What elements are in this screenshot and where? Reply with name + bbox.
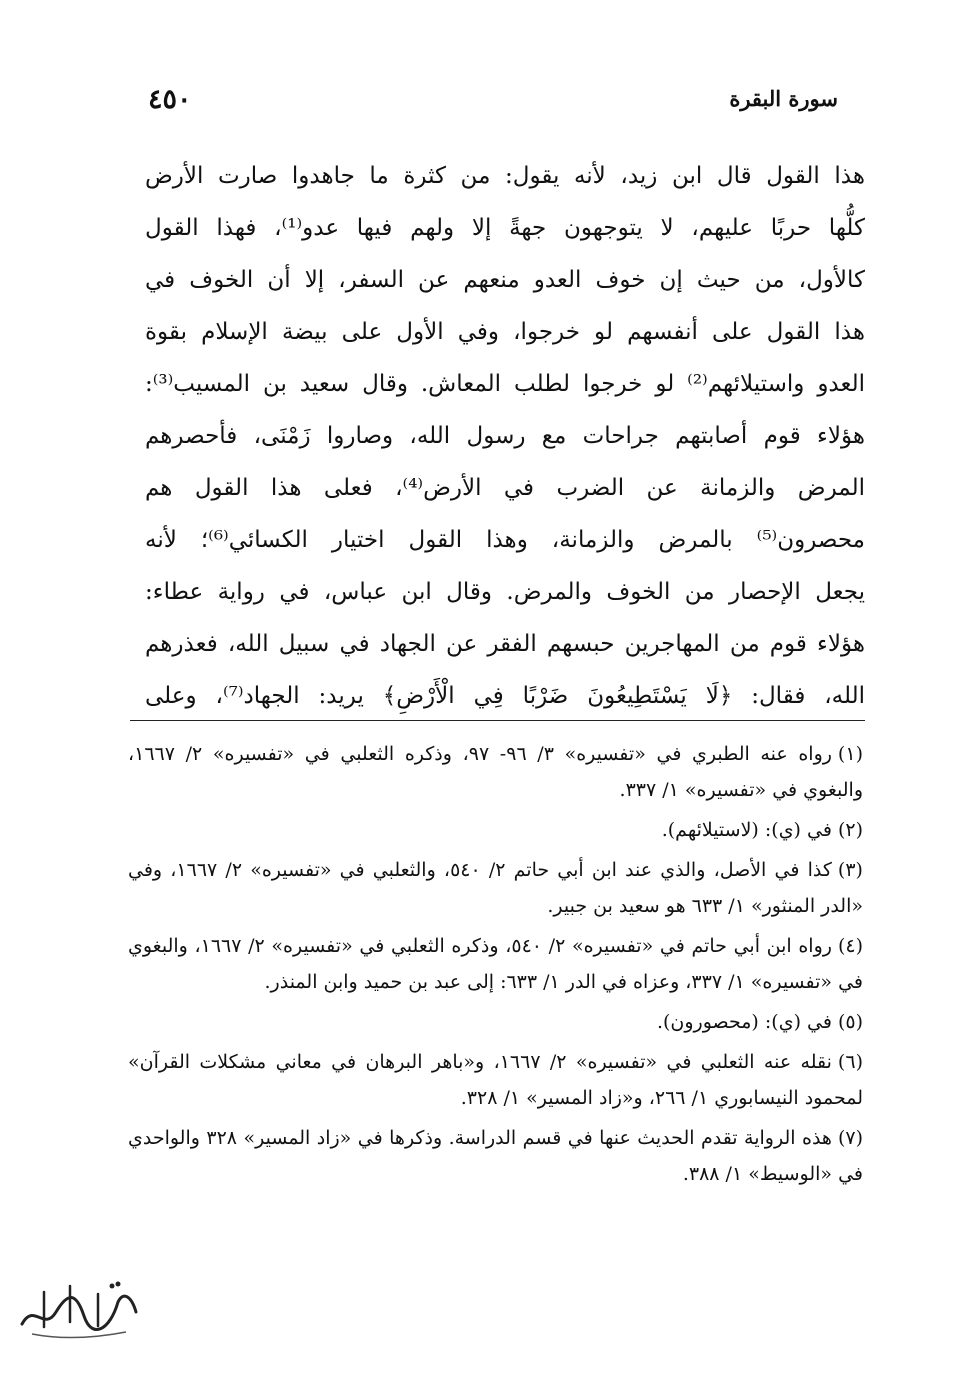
footnote-text: رواه عنه الطبري في «تفسيره» ٣/ ٩٦- ٩٧، وذكره الثعلبي في «تفسيره» ٢/ ١٦٦٧، والبغوي في «تفسيره» ١/ ٣٣٧. (128, 743, 863, 801)
footnote-number: (٣) (837, 859, 863, 881)
footnote-5 (128, 1004, 863, 1040)
footnote-3 (128, 852, 863, 924)
text-line: كالأول، من حيث إن خوف العدو منعهم عن السفر، إلا أن الخوف في (145, 267, 865, 293)
footnote-number: (٥) (837, 1011, 863, 1033)
footnote-text: رواه ابن أبي حاتم في «تفسيره» ٢/ ٥٤٠، وذكره الثعلبي في «تفسيره» ٢/ ١٦٦٧، والبغوي في «تفسيره» ١/ ٣٣٧، وعزاه في الدر ١/ ٦٣٣: إلى عبد بن حميد وابن المنذر. (128, 935, 863, 993)
text-line: كلُّها حربًا عليهم، لا يتوجهون جهةً إلا ولهم فيها عدو⁽¹⁾، فهذا القول (145, 215, 865, 241)
text-line: المرض والزمانة عن الضرب في الأرض⁽⁴⁾، فعلى هذا القول هم (145, 475, 865, 501)
footnote-2 (128, 812, 863, 848)
footnote-number: (٧) (837, 1127, 864, 1149)
footnote-text: كذا في الأصل، والذي عند ابن أبي حاتم ٢/ ٥٤٠، والثعلبي في «تفسيره» ٢/ ١٦٦٧، وفي «الدر المنثور» ١/ ٦٣٣ هو سعيد بن جبير. (128, 859, 863, 917)
footnote-6 (128, 1044, 863, 1116)
text-line: هؤلاء قوم من المهاجرين حبسهم الفقر عن الجهاد في سبيل الله، فعذرهم (145, 631, 865, 657)
text-line: هذا القول قال ابن زيد، لأنه يقول: من كثرة ما جاهدوا صارت الأرض (145, 163, 865, 189)
footnote-number: (٤) (837, 935, 863, 957)
footnote-text: في (ي): (محصورون). (656, 1011, 832, 1033)
footnote-text: نقله عنه الثعلبي في «تفسيره» ٢/ ١٦٦٧، و«باهر البرهان في معاني مشكلات القرآن» لمحمود النيسابوري ١/ ٢٦٦، و«زاد المسير» ١/ ٣٢٨. (128, 1051, 863, 1109)
page-header (148, 78, 838, 128)
text-line: الله، فقال: ﴿لَا يَسْتَطِيعُونَ ضَرْبًا فِي الْأَرْضِ﴾ يريد: الجهاد⁽⁷⁾، وعلى (145, 683, 866, 709)
text-line: العدو واستيلائهم⁽²⁾ لو خرجوا لطلب المعاش. وقال سعيد بن المسيب⁽³⁾: (145, 371, 865, 397)
text-line: هذا القول على أنفسهم لو خرجوا، وفي الأول على بيضة الإسلام بقوة (145, 319, 865, 345)
text-line: هؤلاء قوم أصابتهم جراحات مع رسول الله، وصاروا زَمْنَى، فأحصرهم (145, 423, 865, 449)
footnote-4 (128, 928, 863, 1000)
footnote-1 (128, 736, 863, 808)
footnote-text: هذه الرواية تقدم الحديث عنها في قسم الدراسة. وذكرها في «زاد المسير» ٣٢٨ والواحدي في «الوسيط» ١/ ٣٨٨. (128, 1127, 863, 1185)
footnotes (128, 736, 863, 1196)
footnote-number: (١) (837, 743, 863, 765)
footnote-7 (128, 1120, 863, 1192)
surah-title: سورة البقرة (729, 86, 838, 111)
publisher-logo-icon (14, 1272, 144, 1342)
footnote-text: في (ي): (لاستيلائهم). (661, 819, 832, 841)
main-text (145, 150, 865, 722)
footnote-divider (130, 720, 865, 721)
footnote-number: (٦) (837, 1051, 863, 1073)
text-line: يجعل الإحصار من الخوف والمرض. وقال ابن عباس، في رواية عطاء: (145, 579, 865, 605)
text-line: محصرون⁽⁵⁾ بالمرض والزمانة، وهذا القول اختيار الكسائي⁽⁶⁾؛ لأنه (145, 527, 865, 553)
footnote-number: (٢) (837, 819, 863, 841)
page-number: ٤٥٠ (148, 84, 192, 115)
